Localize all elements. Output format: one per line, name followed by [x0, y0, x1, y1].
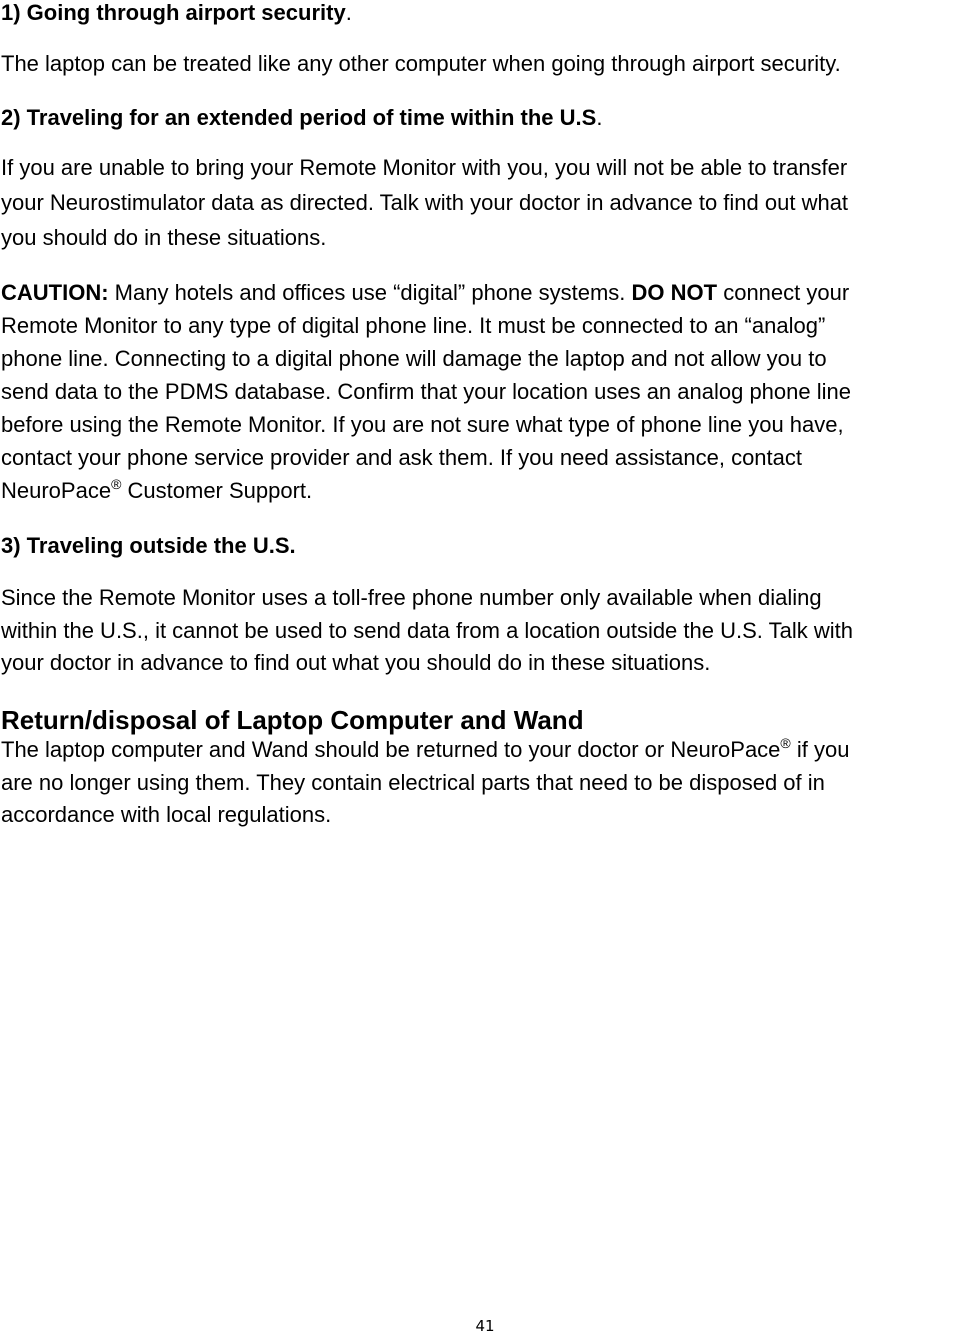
text-line: you should do in these situations. — [1, 225, 327, 250]
section-extended-travel-heading — [1, 101, 602, 134]
page-number: 41 — [475, 1317, 495, 1335]
text: connect your — [717, 280, 850, 305]
text: NeuroPace — [1, 478, 112, 503]
text-line: contact your phone service provider and ask them. If you need assistance, contact — [1, 445, 803, 470]
text-line: send data to the PDMS database. Confirm that your location uses an analog phone line — [1, 379, 851, 404]
extended-travel-paragraph — [1, 150, 848, 255]
section-outside-us-heading — [1, 529, 296, 562]
heading-text: 1) Going through airport security — [1, 0, 346, 25]
heading-period: . — [596, 105, 603, 130]
text-line: your Neurostimulator data as directed. Talk with your doctor in advance to find out what — [1, 190, 849, 215]
text: Customer Support. — [121, 478, 313, 503]
do-not-emphasis: DO NOT — [631, 280, 718, 305]
return-disposal-heading: Return/disposal of Laptop Computer and Wand — [1, 705, 584, 735]
text-line: Remote Monitor to any type of digital phone line. It must be connected to an “analog” — [1, 313, 826, 338]
text-line: are no longer using them. They contain electrical parts that need to be disposed of in — [1, 769, 825, 795]
registered-mark: ® — [111, 476, 122, 492]
registered-mark: ® — [780, 735, 791, 751]
text-line: phone line. Connecting to a digital phone will damage the laptop and not allow you to — [1, 346, 827, 371]
heading-period: . — [345, 0, 352, 25]
text-line: Since the Remote Monitor uses a toll-free phone number only available when dialing — [1, 585, 822, 610]
heading-text: 2) Traveling for an extended period of time within the U.S — [1, 105, 597, 130]
return-disposal-paragraph — [1, 734, 849, 832]
text-line — [1, 734, 849, 767]
text-line: within the U.S., it cannot be used to send data from a location outside the U.S. Talk with — [1, 617, 853, 643]
airport-security-text: The laptop can be treated like any other computer when going through airport security. — [1, 51, 841, 76]
text-line: accordance with local regulations. — [1, 802, 332, 827]
text-line: before using the Remote Monitor. If you are not sure what type of phone line you have, — [1, 412, 844, 437]
text: if you — [790, 737, 850, 762]
text-line: your doctor in advance to find out what you should do in these situations. — [1, 650, 711, 675]
text-line — [1, 276, 851, 309]
text: Many hotels and offices use “digital” phone systems. — [108, 280, 632, 305]
text-line — [1, 474, 851, 507]
outside-us-paragraph — [1, 582, 853, 680]
section-airport-security-heading — [1, 0, 352, 29]
heading-text: 3) Traveling outside the U.S. — [1, 533, 296, 558]
caution-paragraph — [1, 276, 851, 507]
text: The laptop computer and Wand should be returned to your doctor or NeuroPace — [1, 737, 781, 762]
text-line: If you are unable to bring your Remote Monitor with you, you will not be able to transfer — [1, 155, 848, 180]
caution-label: CAUTION: — [1, 280, 109, 305]
